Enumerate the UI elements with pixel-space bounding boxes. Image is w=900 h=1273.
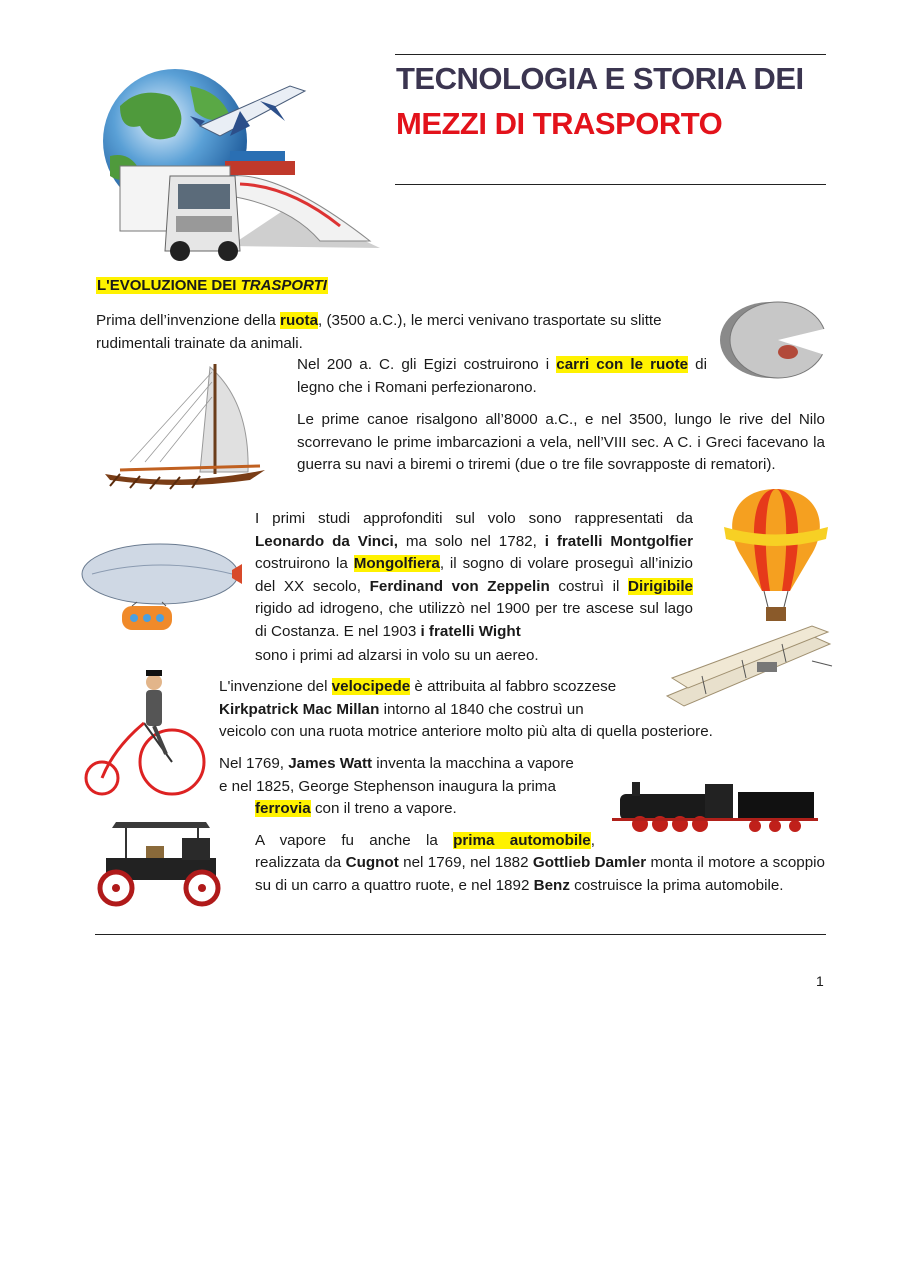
- section-heading: L'EVOLUZIONE DEI TRASPORTI: [97, 277, 327, 294]
- header-bottom-rule: [395, 184, 826, 185]
- paragraph-carts: Nel 200 a. C. gli Egizi costruirono i carri con le ruote di legno che i Romani perfezionarono.: [297, 356, 707, 396]
- paragraph-railway: Nel 1769, James Watt inventa la macchina a vapore: [219, 755, 574, 772]
- airship-image: [82, 536, 242, 636]
- paragraph-boats: Le prime canoe risalgono all’8000 a.C., e nel 3500, lungo le rive del Nilo scorrevano le prime imbarcazioni a vela, nell’VIII sec. A C. i Greci facevano la guerra su navi a biremi o triremi (due o tre file sovrapposte di rematori).: [297, 411, 825, 473]
- wright-biplane-image: [662, 626, 834, 718]
- page-title-line1: TECNOLOGIA E STORIA DEI: [396, 61, 804, 96]
- footer-rule: [95, 934, 826, 935]
- steam-locomotive-image: [610, 780, 820, 836]
- penny-farthing-image: [84, 668, 206, 798]
- paragraph-bicycle-line3: veicolo con una ruota motrice anteriore molto più alta di quella posteriore.: [219, 723, 713, 740]
- transport-logo-image: [80, 66, 380, 266]
- page-title-line2: MEZZI DI TRASPORTO: [396, 106, 723, 141]
- header-top-rule: [395, 54, 826, 55]
- paragraph-flight: I primi studi approfonditi sul volo sono rappresentati da Leonardo da Vinci, ma solo nel 1782, i fratelli Montgolfier costruirono la Mongolfiera, il sogno di volare proseguì all’inizio del XX secolo, Ferdinand von Zeppelin costruì il Dirigibile rigido ad idrogeno, che utilizzò nel 1900 per tre ascese sul lago di Costanza. E nel 1903 i fratelli Wight: [255, 510, 694, 640]
- ancient-ship-image: [100, 362, 270, 490]
- paragraph-bicycle: L'invenzione del velocipede è attribuita al fabbro scozzese: [219, 678, 617, 695]
- paragraph-flight-end: sono i primi ad alzarsi in volo su un aereo.: [255, 647, 539, 664]
- paragraph-automobile-body: realizzata da Cugnot nel 1769, nel 1882 Gottlieb Damler monta il motore a scoppio su di un carro a quattro ruote, e nel 1892 Benz costruisce la prima automobile.: [255, 854, 825, 894]
- paragraph-wheel: Prima dell’invenzione della ruota, (3500 a.C.), le merci venivano trasportate su slitte rudimentali trainate da animali.: [96, 312, 662, 352]
- stone-wheel-image: [716, 298, 832, 380]
- hot-air-balloon-image: [722, 487, 830, 625]
- page-number: 1: [816, 973, 824, 989]
- vintage-car-image: [86, 816, 236, 910]
- paragraph-railway-line3: ferrovia con il treno a vapore.: [255, 800, 457, 817]
- paragraph-railway-line2: e nel 1825, George Stephenson inaugura la prima: [219, 778, 556, 795]
- paragraph-automobile: A vapore fu anche la prima automobile,: [255, 832, 595, 849]
- paragraph-bicycle-line2: Kirkpatrick Mac Millan intorno al 1840 che costruì un: [219, 701, 584, 718]
